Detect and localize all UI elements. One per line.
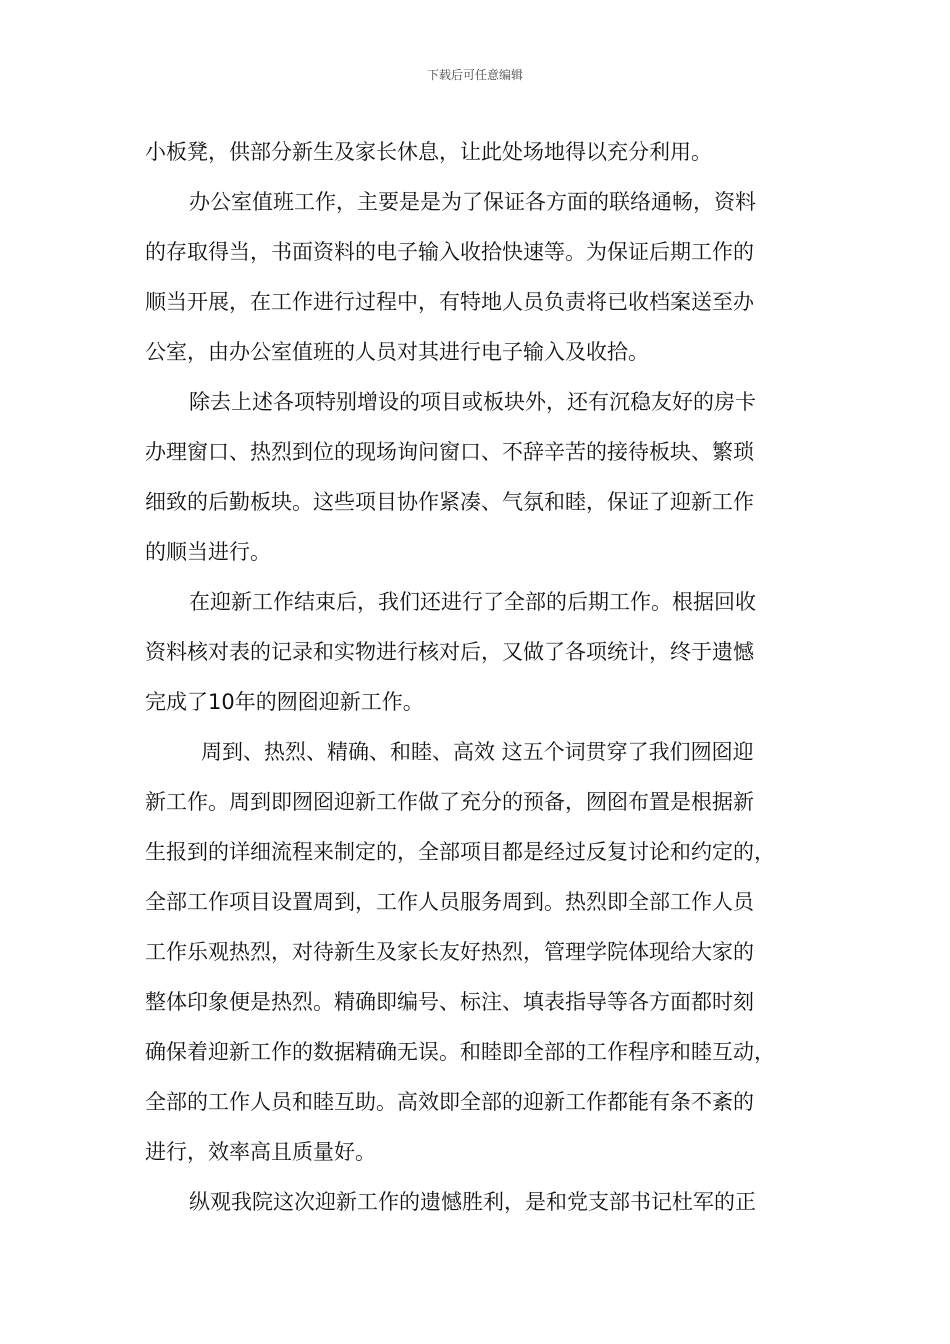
- text-line: 公室，由办公室值班的人员对其进行电子输入及收拾。: [145, 340, 649, 364]
- text-line: 办理窗口、热烈到位的现场询问窗口、不辞辛苦的接待板块、繁琐: [145, 440, 754, 464]
- text-line: 细致的后勤板块。这些项目协作紧凑、气氛和睦，保证了迎新工作: [145, 490, 754, 514]
- text-line: 全部的工作人员和睦互助。高效即全部的迎新工作都能有条不紊的: [145, 1090, 754, 1114]
- text-line: 周到、热烈、精确、和睦、高效 这五个词贯穿了我们囫囵迎: [201, 740, 754, 764]
- page-header: 下载后可任意编辑: [426, 68, 523, 82]
- text-line: 工作乐观热烈，对待新生及家长友好热烈，管理学院体现给大家的: [145, 940, 754, 964]
- document-body: [145, 127, 815, 1227]
- text-line: 小板凳，供部分新生及家长休息，让此处场地得以充分利用。: [145, 140, 712, 164]
- text-line: 的存取得当，书面资料的电子输入收拾快速等。为保证后期工作的: [145, 240, 754, 264]
- text-line: 全部工作项目设置周到，工作人员服务周到。热烈即全部工作人员: [145, 890, 754, 914]
- text-line: 办公室值班工作，主要是是为了保证各方面的联络通畅，资料: [189, 190, 756, 214]
- text-line: 在迎新工作结束后，我们还进行了全部的后期工作。根据回收: [189, 590, 756, 614]
- text-line: 完成了10年的囫囵迎新工作。: [145, 690, 424, 714]
- text-line: 顺当开展，在工作进行过程中，有特地人员负责将已收档案送至办: [145, 290, 754, 314]
- text-line: 整体印象便是热烈。精确即编号、标注、填表指导等各方面都时刻: [145, 990, 754, 1014]
- text-line: 的顺当进行。: [145, 540, 271, 564]
- text-line: 生报到的详细流程来制定的，全部项目都是经过反复讨论和约定的，: [145, 840, 775, 864]
- text-line: 纵观我院这次迎新工作的遗憾胜利，是和党支部书记杜军的正: [189, 1190, 756, 1214]
- text-line: 确保着迎新工作的数据精确无误。和睦即全部的工作程序和睦互动，: [145, 1040, 775, 1064]
- text-line: 新工作。周到即囫囵迎新工作做了充分的预备，囫囵布置是根据新: [145, 790, 754, 814]
- text-line: 进行，效率高且质量好。: [145, 1140, 376, 1164]
- text-line: 除去上述各项特别增设的项目或板块外，还有沉稳友好的房卡: [189, 390, 756, 414]
- text-line: 资料核对表的记录和实物进行核对后，又做了各项统计，终于遗憾: [145, 640, 754, 664]
